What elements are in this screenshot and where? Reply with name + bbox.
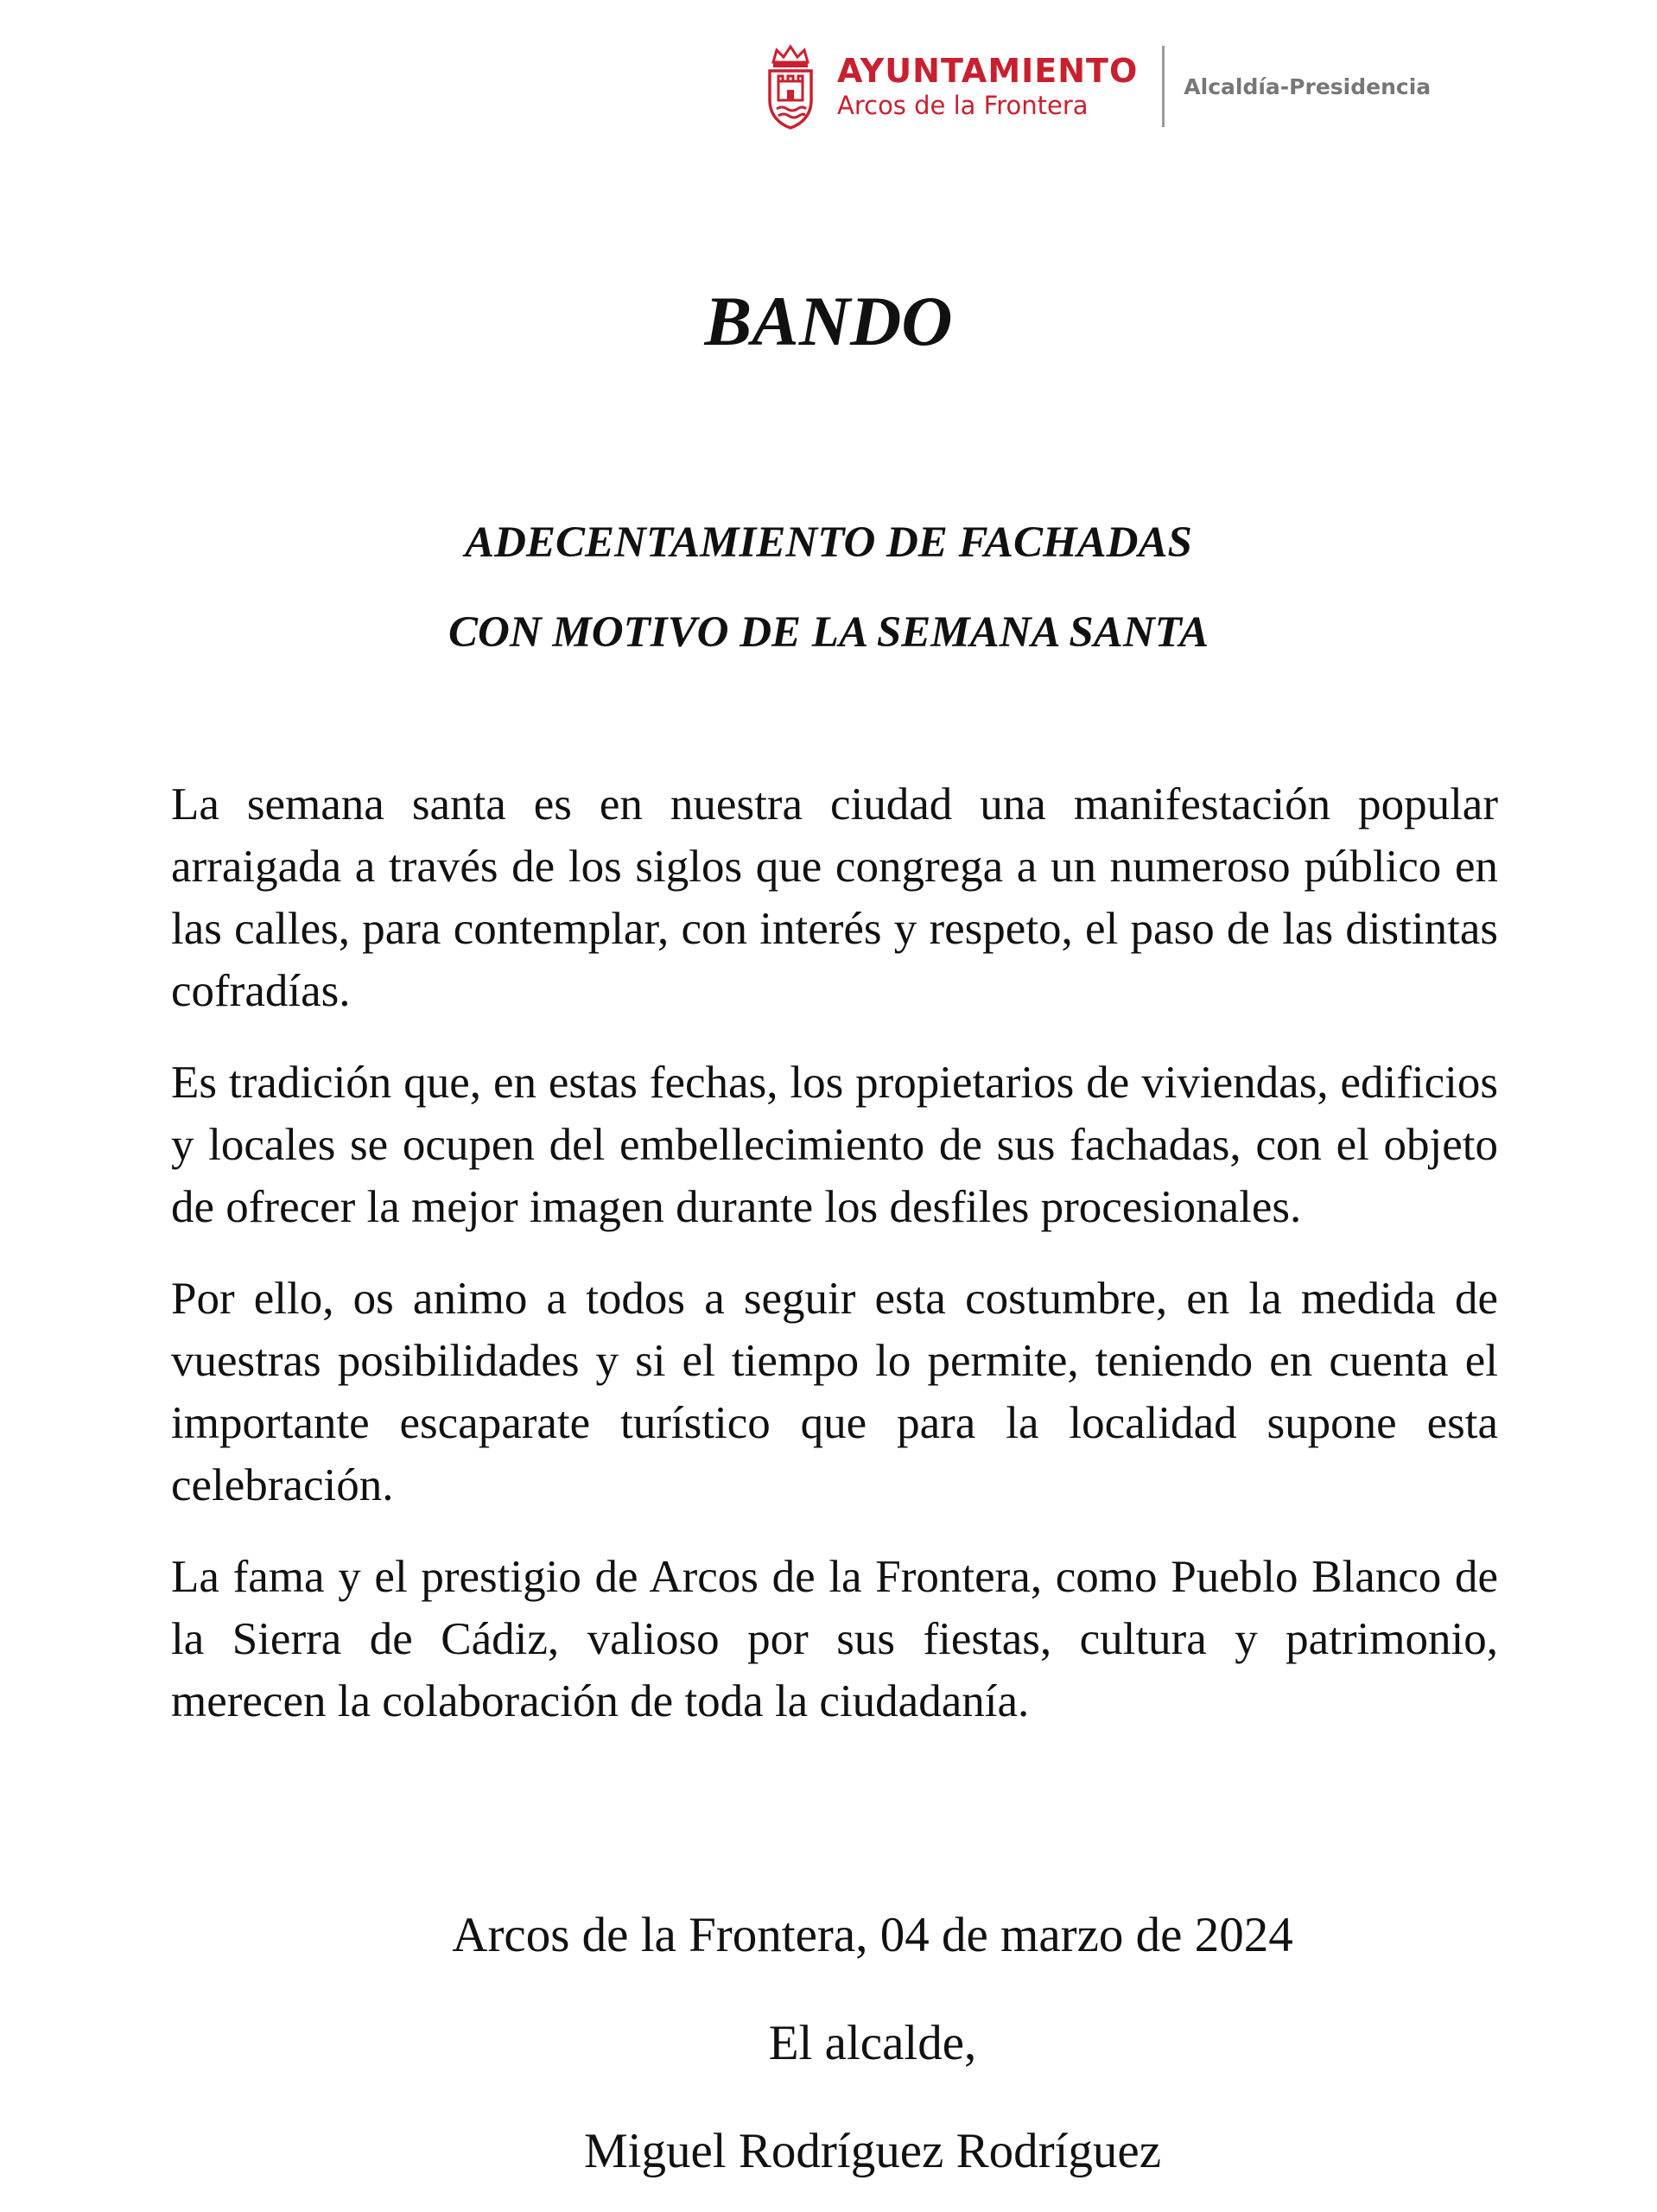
document-title: BANDO: [704, 282, 953, 360]
signatory-role: El alcalde,: [768, 2016, 977, 2070]
place-and-date: Arcos de la Frontera, 04 de marzo de 2024: [452, 1908, 1293, 1962]
body-paragraph: La semana santa es en nuestra ciudad una manifestación popular arraigada a través de los siglos que congrega a un numeroso público en las calles, para contemplar, con interés y respeto, el paso de las distintas cofradías.: [171, 779, 1498, 1016]
body-paragraph: La fama y el prestigio de Arcos de la Frontera, como Pueblo Blanco de la Sierra de Cádiz, valioso por sus fiestas, cultura y patrimonio, merecen la colaboración de toda la ciudadanía.: [171, 1552, 1498, 1726]
letterhead: [765, 35, 1431, 138]
organization-block: [837, 46, 1165, 127]
document-subtitle-line-2: CON MOTIVO DE LA SEMANA SANTA: [448, 608, 1209, 657]
document-body: [171, 773, 1498, 1762]
organization-name: AYUNTAMIENTO: [837, 52, 1139, 90]
signatory-name: Miguel Rodríguez Rodríguez: [583, 2124, 1162, 2178]
body-paragraph: Por ello, os animo a todos a seguir esta costumbre, en la medida de vuestras posibilidades y si el tiempo lo permite, teniendo en cuenta el importante escaparate turístico que para la localidad supone esta celebración.: [171, 1274, 1498, 1510]
organization-town: Arcos de la Frontera: [837, 91, 1089, 120]
coat-of-arms-icon: [765, 43, 816, 130]
document-subtitle-line-1: ADECENTAMIENTO DE FACHADAS: [465, 518, 1192, 567]
body-paragraph: Es tradición que, en estas fechas, los propietarios de viviendas, edificios y locales se ocupen del embellecimiento de sus fachadas, con el objeto de ofrecer la mejor imagen durante los desfiles procesionales.: [171, 1058, 1498, 1232]
office-name: Alcaldía-Presidencia: [1184, 73, 1432, 99]
